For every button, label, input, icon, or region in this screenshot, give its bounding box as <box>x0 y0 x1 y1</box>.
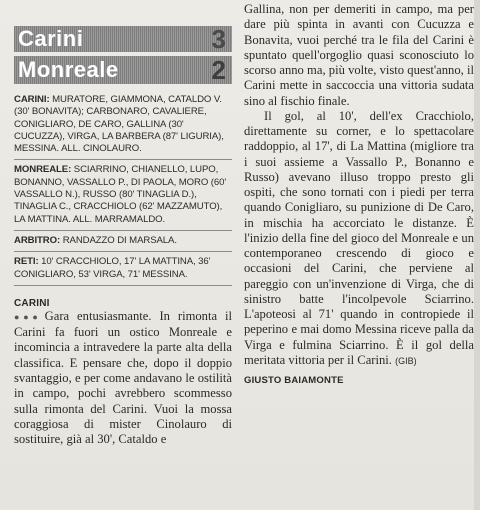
home-team-name: Carini <box>18 26 84 51</box>
referee-label: ARBITRO: <box>14 234 61 246</box>
article-heading: CARINI <box>14 297 50 309</box>
away-team-name: Monreale <box>18 57 119 82</box>
lineup-monreale-label: MONREALE: <box>14 164 72 176</box>
article-paragraph-2 <box>244 109 474 369</box>
goals-text: 10' CRACCHIOLO, 17' LA MATTINA, 36' CONIGLIARO, 53' VIRGA, 71' MESSINA. <box>14 256 211 280</box>
page-edge <box>474 0 480 510</box>
right-column <box>244 2 474 386</box>
article-paragraph-1: Gallina, non per demeriti in campo, ma per dare più spinta in avanti con Cucuzza e Bonavita, vuoi perché tra le fila del Carini è spuntato quell'orgoglio quasi sconosciuto lo scorso anno ma, più volte, visto quest'anno, il Carini mette in saccoccia una vittoria sudata sino al fischio finale. <box>244 2 474 108</box>
referee <box>14 231 232 252</box>
referee-text: RANDAZZO DI MARSALA. <box>62 234 177 246</box>
lineup-monreale-text: SCIARRINO, CHIANELLO, LUPO, BONANNO, VASSALLO P., DI PAOLA, MORO (60' VASSALLO N.), RUSSO (80' TINAGLIA D.), TINAGLIA C., CRACCHIOLO (62' MAZZAMUTO), LA MATTINA. ALL. MARRAMALDO. <box>14 164 227 225</box>
match-details-box <box>14 88 232 286</box>
bullet-dots-icon: ●●● <box>14 311 42 322</box>
article-right-text <box>244 2 474 369</box>
home-team-goals: 3 <box>211 24 226 54</box>
article-left-paragraph: Gara entusiasmante. In rimonta il Carini fa fuori un ostico Monreale e incomincia a intravedere la parte alta della classifica. E pensare che, dopo il doppio svantaggio, e per come andavano le ostilità in campo, pochi avrebbero scommesso sulla rimonta del Carini. Vuoi la mossa coraggiosa di mister Cinolauro di sostituire, già al 30', Cataldo e <box>14 308 232 447</box>
lineup-carini <box>14 88 232 160</box>
left-column <box>14 26 232 448</box>
goals-label: RETI: <box>14 256 39 268</box>
author-signature: GIUSTO BAIAMONTE <box>244 375 344 386</box>
away-team-goals: 2 <box>211 55 226 85</box>
lineup-carini-text: MURATORE, GIAMMONA, CATALDO V. (30' BONAVITA); CARBONARO, CAVALIERE, CONIGLIARO, DE CARO, GALLINA (30' CUCUZZA), VIRGA, LA BARBERA (87' LIGURIA), MESSINA. ALL. CINOLAURO. <box>14 94 224 155</box>
author-tag: (GIB) <box>395 355 417 366</box>
lineup-monreale <box>14 160 232 230</box>
lineup-carini-label: CARINI: <box>14 94 50 105</box>
scoreboard-away <box>14 56 232 84</box>
article-paragraph-2-text: Il gol, al 10', dell'ex Cracchiolo, direttamente su corner, e lo spettacolare raddoppio, al 17', di La Mattina (migliore tra i suoi assieme a Vassallo P., Bonanno e Russo) avevano illuso troppo presto gli ospiti, che sono tornati con i piedi per terra quando Conigliaro, su punizione di De Caro, in mischia ha accorciato le distanze. È l'inizio della fine del gioco del Monreale e un contemporaneo crescendo di gioco e occasioni del Carini, che perviene al pareggio con un'invenzione di Virga, che di sinistro batte l'incolpevole Sciarrino. L'apoteosi al 71' quando in contropiede il peperino e mai domo Messina riceve palla da Virga e fulmina Sciarrino. È il gol della meritata vittoria per il Carini. <box>244 108 474 367</box>
goals-list <box>14 252 232 286</box>
scoreboard-home <box>14 26 232 52</box>
article-left-text <box>14 309 232 448</box>
